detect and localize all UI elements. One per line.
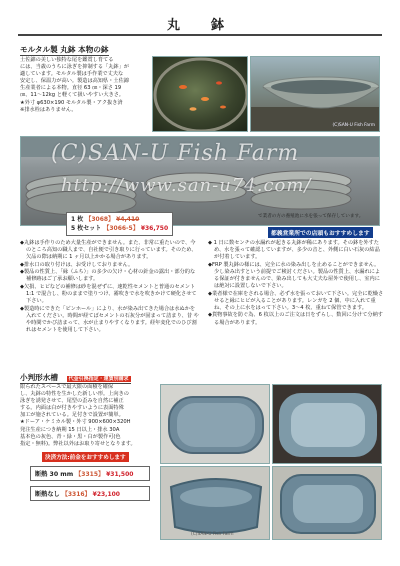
bullet-item: ◆丸鉢は手作りのため大量生産ができません。また、非常に重たいので、今のところ高知の職人まで、自社便で引き取りに行っています。そのため、欠品の際は納期に 1 ヶ月以上かかる場合があります。 (20, 240, 197, 261)
bullet-item: ◆欠損、ヒビなどの補修は砂を混ぜずに、速乾性セメントと普通のセメント 1:1 で混合し、粉のままで塗りつけ、霧吹きで水を吹きかけて硬化させて下さい。 (20, 284, 197, 305)
price-insulated: 断熱 30 mm 【3315】 ¥31,500 (30, 466, 150, 481)
tank-angle-icon (161, 467, 270, 540)
intro-text: 土佐錦の美しい独特な尾を鑑賞し育てる には、当歳のうちに泳ぎを抑制する「丸鉢」が 適しています。モルタル製は手作業で丈夫な 安定し、保温力が高い。製造は高知県・土佐錦 生産業者による本物。直径 63 ㎝・深さ 19 ㎝、11～12kg と軽くて扱いやすい大きさ。 ★外寸 φ630×190 モルタル製・アク抜き済 ※排水栓はありません。 (20, 57, 129, 113)
page-title: 丸 鉢 (166, 18, 233, 33)
bullet-item: ◆業者様で在庫をされる場合、必ず水を張っておいて下さい。完全に乾燥させると縁にヒビが入ることがあります。レンガを 2 個、中に入れて重ね、その上に水をはって下さい。3～4 枚、重ねて保管できます。 (208, 290, 384, 311)
photo-credit: (C)SAN-U Fish Farm (332, 123, 375, 128)
section-heading-text: 小判形水槽 (20, 373, 58, 382)
photo-goldfish-bowl (152, 56, 248, 132)
section-heading-mortar (20, 44, 109, 56)
watermark-url: http://www.san-u74.com/ (61, 175, 312, 196)
price-single: 1 枚 【3068】 ¥4,410 (71, 216, 140, 223)
bullet-item: ◆製品の性質上、「縁（ふち）」の多少の欠け・心材の針金の露出・部分的な補修跡はご了承お願いします。 (20, 269, 196, 283)
oval-tank-text: 限られたスペースで最大限の面積を確保 し、丸鉢の特性を生かした新しい形。上向きの 泳ぎを誘発させて、尾型の歪みを自然に補正 する。内面は白が付きやすいように表面特殊 加工が施されている。足付きで設置が簡単。 ★ドーア・ケミカル製・外寸 900×600×320H 発注生産につき納期 15 日以上・排水 30A 基本色の灰色、青・緑・黒・白が製作可(色 指定・無料)。弊社以外はお取り寄せとなります。 (20, 384, 136, 447)
photo-tank-top (272, 466, 382, 540)
bullet-item: ◆FRP 製丸鉢の様には、完全に水の染み出しを止めることができません。少し染み出すという前提でご検討ください。製品の性質上、水漏れによる保証が付きませんので、染み出しても大丈夫な屋外で使用し、室内には絶対に設置しないで下さい。 (208, 261, 381, 290)
price-set-of-5: 5 枚セット 【3066-5】 ¥36,750 (71, 225, 169, 232)
payment-badge: 代金引換指定・運賃別請求 (68, 376, 129, 382)
tank-interior-icon (273, 385, 382, 464)
bullets-right (208, 240, 384, 327)
tank-top-icon (273, 467, 382, 540)
photo-blue-tank (160, 384, 270, 464)
store-recommend-label: 都義営業所での店頭もおすすめします (268, 227, 373, 238)
oval-tank-icon (161, 385, 270, 464)
bullets-left (20, 240, 200, 335)
bullet-item: ◆製造時にできた「ピンホール」により、水が染み出てきた場合は水ぬかを入れてください。時間が経てばセメントの石灰分が固まって詰まり、昔 やや時間でかび詰まって、水が止まりやすくなります。経年変化でのひび割れはセメントを使用して下さい。 (20, 305, 199, 334)
photo-mortar-bowl (250, 56, 380, 132)
section-heading-oval-tank (20, 372, 131, 384)
price-uninsulated: 断熱なし 【3316】 ¥23,100 (30, 486, 150, 501)
goldfish-icon (153, 57, 248, 132)
prepay-recommend-label: 決済方法:前金をおすすめします (42, 452, 129, 462)
price-box-mortar (66, 212, 173, 236)
bullet-item: ◆貨物事故を防ぐ為、6 枚以上のご注文は日をずらし、数回に分けて分納する場合があります。 (208, 312, 383, 326)
photo-tank-angle (160, 466, 270, 540)
photo-tank-interior (272, 384, 382, 464)
photo-credit: (C)SAN-U Fish Farm (191, 532, 234, 537)
section-heading-text: モルタル製 丸鉢 本物の鉢 (20, 45, 109, 54)
bullet-item: ◆ 1 日に数センチの水漏れが起きる丸鉢が稀にあります。その鉢を外すため、水を張って確認していますが、多少の音と、外側に白い石灰の結晶が付着しています。 (208, 240, 380, 261)
bullet-item: ◆排水口の取り付けは、お受けしておりません。 (20, 261, 134, 268)
side-note: で業者の方の養殖池に水を張って保存しています。 (258, 214, 364, 219)
mortar-bowl-icon (251, 57, 380, 132)
title-underline (18, 34, 382, 36)
watermark-farm: (C)SAN-U Fish Farm (51, 141, 300, 166)
